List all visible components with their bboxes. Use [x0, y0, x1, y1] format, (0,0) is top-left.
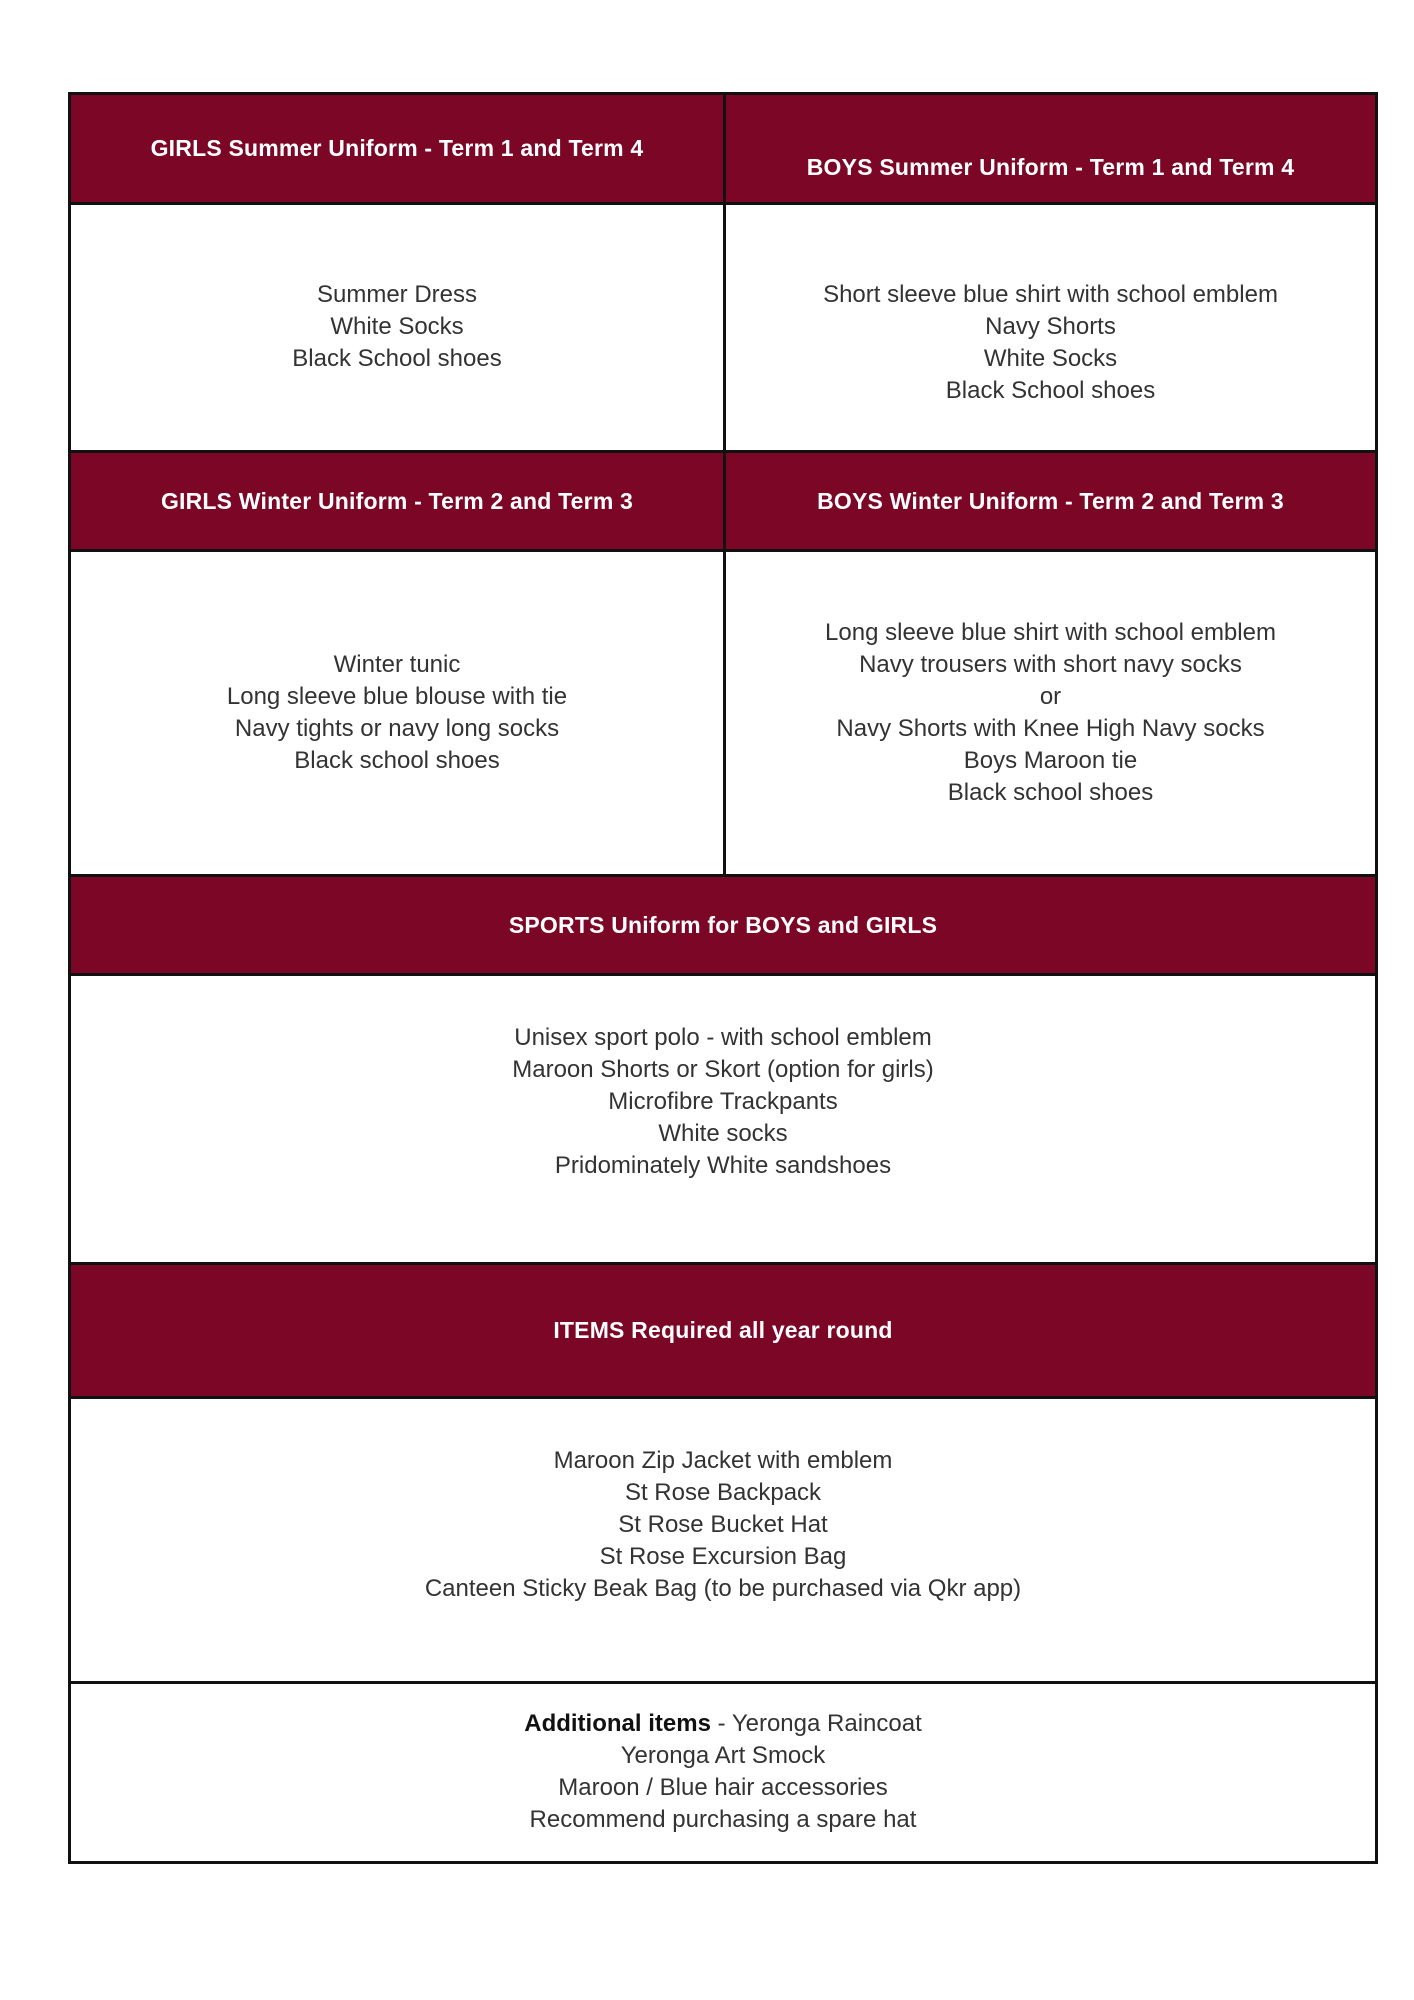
additional-label: Additional items	[524, 1710, 711, 1737]
list-item: Winter tunic	[333, 651, 461, 678]
list-item: Unisex sport polo - with school emblem	[514, 1024, 932, 1051]
boys-winter-title: BOYS Winter Uniform - Term 2 and Term 3	[817, 487, 1284, 514]
additional-first-line	[524, 1708, 922, 1740]
list-item: St Rose Excursion Bag	[599, 1543, 847, 1570]
list-item: Long sleeve blue shirt with school emblem	[825, 619, 1276, 646]
summer-body-row	[71, 205, 1375, 453]
list-item: White Socks	[330, 313, 464, 340]
year-round-body-row	[71, 1399, 1375, 1684]
list-item: St Rose Bucket Hat	[618, 1511, 828, 1538]
sports-body-row	[71, 976, 1375, 1265]
list-item: - Yeronga Raincoat	[710, 1710, 922, 1737]
list-item: Navy Shorts with Knee High Navy socks	[836, 715, 1265, 742]
list-item: Summer Dress	[316, 281, 478, 308]
boys-summer-header	[726, 95, 1375, 202]
list-item: Navy tights or navy long socks	[234, 715, 560, 742]
list-item: Maroon Zip Jacket with emblem	[553, 1447, 893, 1474]
additional-items	[71, 1684, 1375, 1861]
list-item: Microfibre Trackpants	[608, 1088, 838, 1115]
year-round-title: ITEMS Required all year round	[553, 1317, 893, 1343]
girls-summer-items	[71, 205, 726, 450]
boys-summer-items	[726, 205, 1375, 450]
girls-winter-items	[71, 552, 726, 874]
list-item: or	[1039, 683, 1062, 710]
uniform-table	[68, 92, 1378, 1864]
boys-winter-header	[726, 453, 1375, 549]
list-item: Navy Shorts	[985, 313, 1116, 340]
list-item: Navy trousers with short navy socks	[859, 651, 1242, 678]
girls-winter-header	[71, 453, 726, 549]
list-item: Boys Maroon tie	[963, 747, 1138, 774]
list-item: Short sleeve blue shirt with school emblem	[823, 281, 1278, 308]
sports-header-row	[71, 877, 1375, 976]
list-item: Long sleeve blue blouse with tie	[226, 683, 568, 710]
list-item: Recommend purchasing a spare hat	[529, 1806, 917, 1833]
list-item: St Rose Backpack	[624, 1479, 822, 1506]
list-item: Maroon / Blue hair accessories	[558, 1774, 888, 1801]
girls-winter-title: GIRLS Winter Uniform - Term 2 and Term 3	[160, 487, 634, 514]
list-item: Black school shoes	[294, 747, 500, 774]
winter-header-row	[71, 453, 1375, 552]
year-round-items	[71, 1399, 1375, 1681]
sports-items	[71, 976, 1375, 1262]
sports-header	[71, 877, 1375, 973]
list-item: White Socks	[983, 345, 1118, 372]
girls-summer-title: GIRLS Summer Uniform - Term 1 and Term 4	[150, 135, 644, 161]
winter-body-row	[71, 552, 1375, 877]
list-item: Black School shoes	[945, 377, 1156, 404]
list-item: Maroon Shorts or Skort (option for girls)	[512, 1056, 934, 1083]
boys-winter-items	[726, 552, 1375, 874]
boys-summer-title: BOYS Summer Uniform - Term 1 and Term 4	[806, 154, 1295, 180]
sports-title: SPORTS Uniform for BOYS and GIRLS	[508, 911, 938, 938]
list-item: Canteen Sticky Beak Bag (to be purchased via Qkr app)	[424, 1575, 1022, 1602]
list-item: Pridominately White sandshoes	[554, 1152, 892, 1179]
additional-items-row	[71, 1684, 1375, 1861]
year-round-header-row	[71, 1265, 1375, 1399]
year-round-header	[71, 1265, 1375, 1396]
list-item: Black School shoes	[292, 345, 502, 372]
girls-summer-header	[71, 95, 726, 202]
list-item: Black school shoes	[947, 779, 1154, 806]
summer-header-row	[71, 95, 1375, 205]
list-item: Yeronga Art Smock	[620, 1742, 826, 1769]
list-item: White socks	[658, 1120, 788, 1147]
